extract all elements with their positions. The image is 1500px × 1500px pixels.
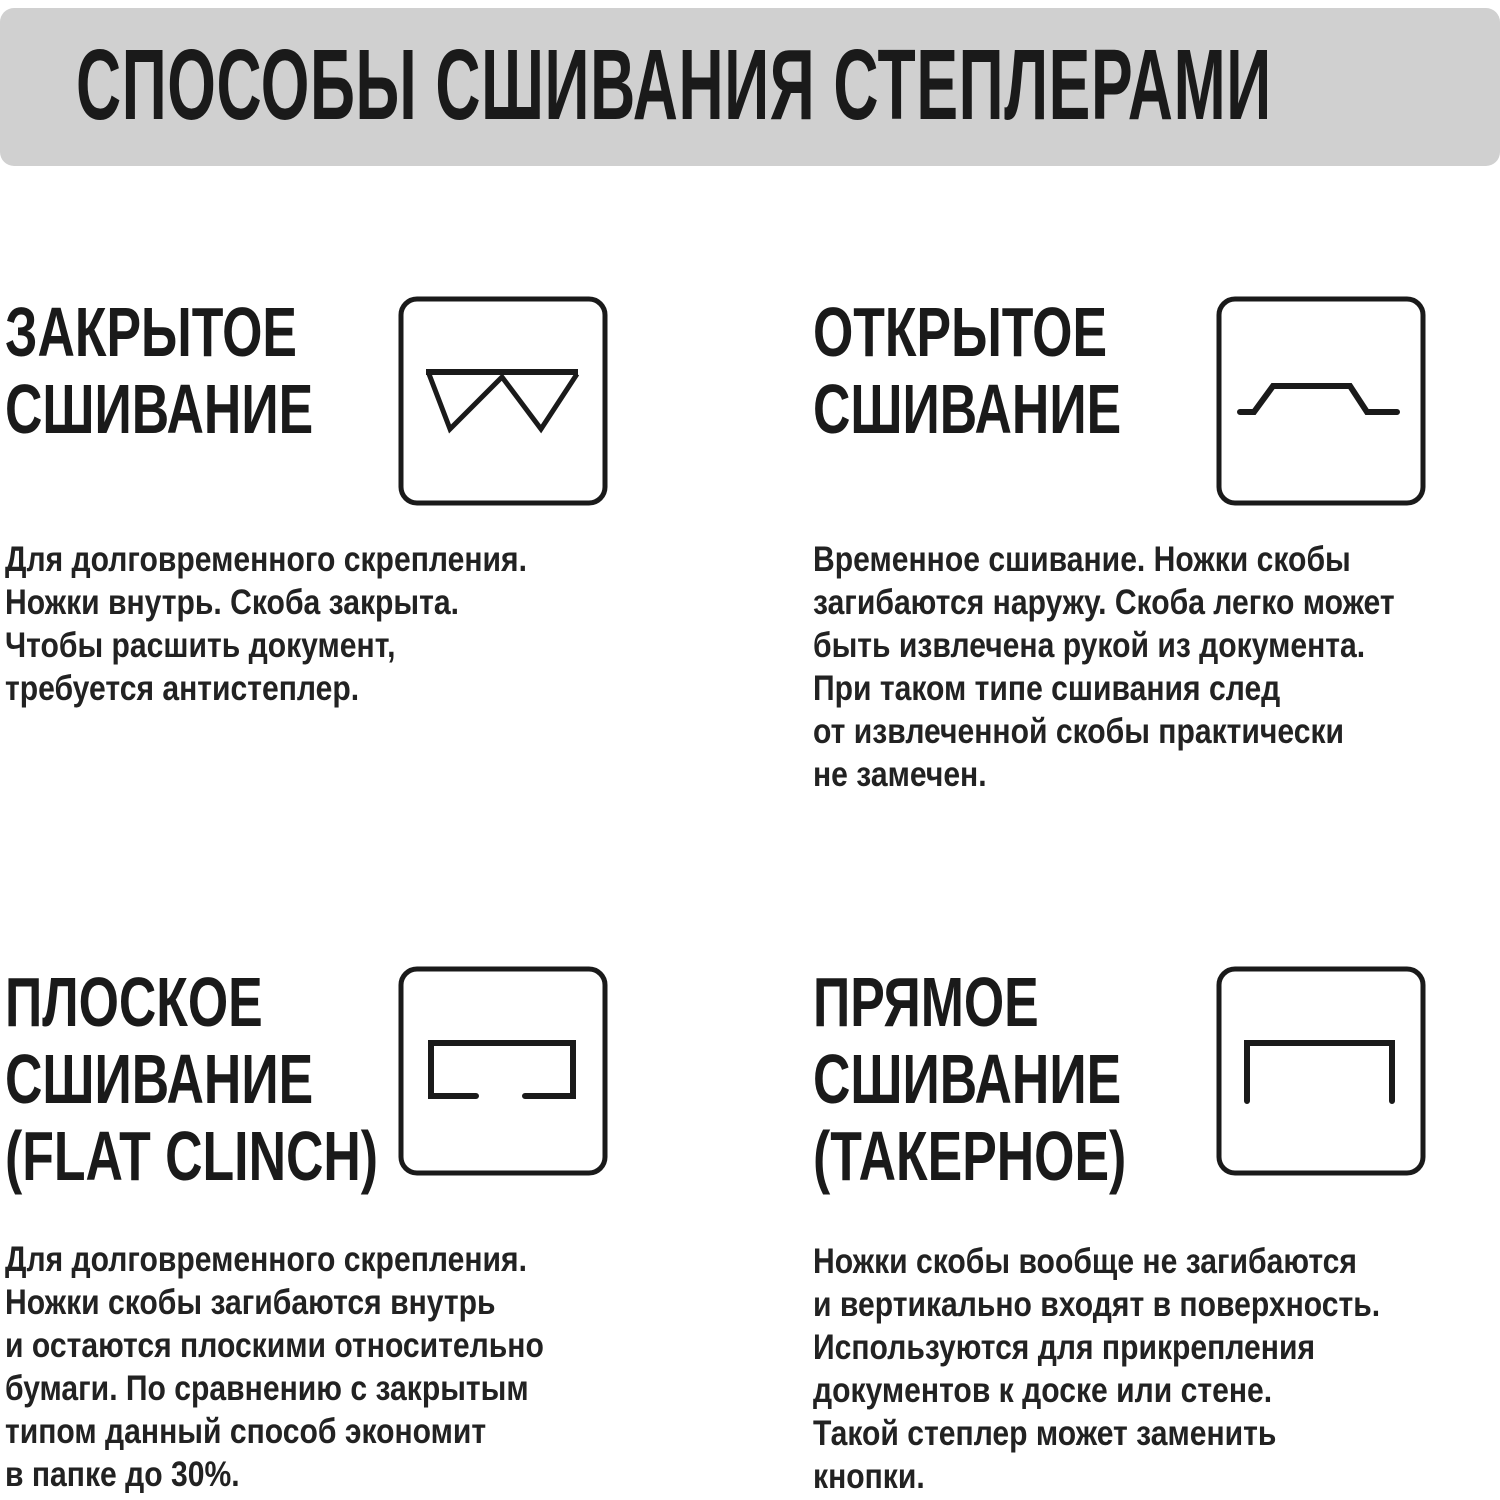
heading-line: СШИВАНИЕ <box>813 370 1122 448</box>
description-line: требуется антистеплер. <box>5 669 360 708</box>
method-description <box>5 538 527 710</box>
description-line: не замечен. <box>813 755 987 794</box>
description-line: Чтобы расшить документ, <box>5 626 396 665</box>
description-line: в папке до 30%. <box>5 1455 240 1494</box>
method-heading <box>5 964 378 1195</box>
open-clinch-icon <box>1216 296 1426 506</box>
description-line: Ножки скобы вообще не загибаются <box>813 1242 1357 1281</box>
closed-clinch-icon <box>398 296 608 506</box>
description-line: бумаги. По сравнению с закрытым <box>5 1369 529 1408</box>
method-heading <box>5 294 313 448</box>
description-line: загибаются наружу. Скоба легко может <box>813 583 1395 622</box>
heading-line: ОТКРЫТОЕ <box>813 293 1108 371</box>
heading-line: (ТАКЕРНОЕ) <box>813 1117 1127 1195</box>
straight-staple-icon <box>1216 966 1426 1176</box>
heading-line: (FLAT CLINCH) <box>5 1117 379 1195</box>
heading-line: ПЛОСКОЕ <box>5 963 263 1041</box>
description-line: Используются для прикрепления <box>813 1328 1316 1367</box>
description-line: кнопки. <box>813 1457 925 1496</box>
description-line: типом данный способ экономит <box>5 1412 487 1451</box>
heading-line: ПРЯМОЕ <box>813 963 1039 1041</box>
heading-line: СШИВАНИЕ <box>813 1040 1122 1118</box>
method-heading <box>813 964 1126 1195</box>
page-title: СПОСОБЫ СШИВАНИЯ СТЕПЛЕРАМИ <box>76 29 1272 141</box>
description-line: Такой степлер может заменить <box>813 1414 1277 1453</box>
method-description <box>5 1238 544 1496</box>
description-line: При таком типе сшивания след <box>813 669 1281 708</box>
description-line: Для долговременного скрепления. <box>5 540 527 579</box>
method-description <box>813 538 1395 796</box>
description-line: от извлеченной скобы практически <box>813 712 1345 751</box>
description-line: быть извлечена рукой из документа. <box>813 626 1366 665</box>
description-line: и вертикально входят в поверхность. <box>813 1285 1381 1324</box>
method-heading <box>813 294 1121 448</box>
description-line: Ножки внутрь. Скоба закрыта. <box>5 583 459 622</box>
description-line: Для долговременного скрепления. <box>5 1240 527 1279</box>
heading-line: СШИВАНИЕ <box>5 1040 314 1118</box>
flat-clinch-icon <box>398 966 608 1176</box>
description-line: Ножки скобы загибаются внутрь <box>5 1283 496 1322</box>
method-description <box>813 1240 1380 1498</box>
description-line: Временное сшивание. Ножки скобы <box>813 540 1351 579</box>
description-line: и остаются плоскими относительно <box>5 1326 544 1365</box>
description-line: документов к доске или стене. <box>813 1371 1273 1410</box>
heading-line: СШИВАНИЕ <box>5 370 314 448</box>
heading-line: ЗАКРЫТОЕ <box>5 293 297 371</box>
